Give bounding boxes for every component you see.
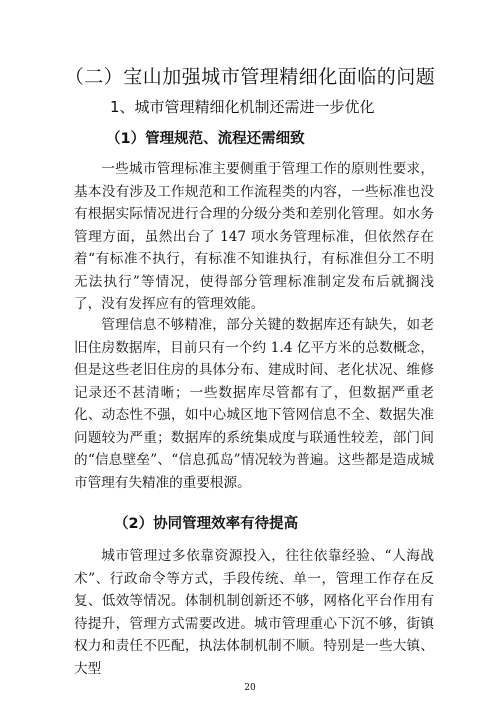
paragraph-coordination: 城市管理过多依靠资源投入，往往依靠经验、“人海战术”、行政命令等方式，手段传统、单一，管理工作存在反复、低效等情况。体制机制创新还不够，网格化平台作用有待提升，管理方式需要改进。城市管理重心下沉不够，街镇权力和责任不匹配，执法体制机制不顺。特别是一些大镇、大型	[74, 548, 434, 677]
page-number: 20	[244, 683, 256, 693]
paragraph-standards: 一些城市管理标准主要侧重于管理工作的原则性要求，基本没有涉及工作规范和工作流程类的内容，一些标准也没有根据实际情况进行合理的分级分类和差别化管理。如水务管理方面，虽然出台了 147 项水务管理标准，但依然存在着“有标准不执行，有标准不知谁执行，有标准但分工不明无法执行”等情况，使得部分管理标准制定发布后就搁浅了，没有发挥应有的管理效能。	[74, 161, 434, 312]
subsection-title: 1、城市管理精细化机制还需进一步优化	[110, 98, 375, 116]
heading-management-norms: （1）管理规范、流程还需细致	[106, 131, 305, 147]
section-title: （二）宝山加强城市管理精细化面临的问题	[64, 66, 436, 88]
paragraph-information: 管理信息不够精准，部分关键的数据库还有缺失，如老旧住房数据库，目前只有一个约 1.4 亿平方米的总数概念，但是这些老旧住房的具体分布、建成时间、老化状况、维修记录还不甚清晰；一些数据库尽管都有了，但数据严重老化、动态性不强，如中心城区地下管网信息不全、数据失准问题较为严重；数据库的系统集成度与联通性较差，部门间的“信息壁垒”、“信息孤岛”情况较为普遍。这些都是造成城市管理有失精准的重要根源。	[74, 317, 434, 491]
heading-coordination-efficiency: （2）协同管理效率有待提高	[114, 516, 299, 532]
